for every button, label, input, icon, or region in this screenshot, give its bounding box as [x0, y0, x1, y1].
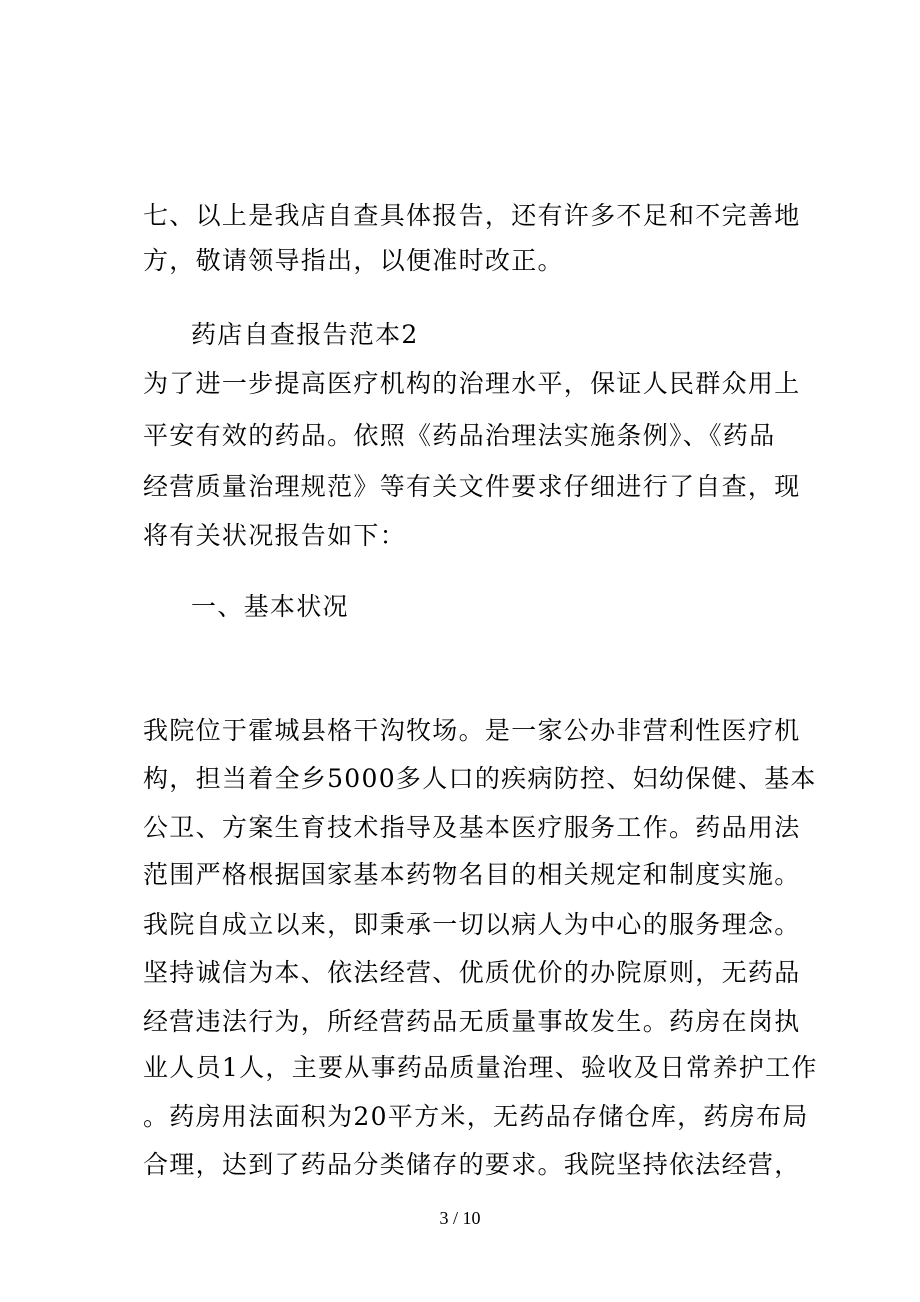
- intro-line-2: 平安有效的药品。依照《药品治理法实施条例》、《药品: [143, 421, 776, 450]
- intro-line-4: 将有关状况报告如下：: [143, 521, 407, 550]
- intro-line-3: 经营质量治理规范》等有关文件要求仔细进行了自查，现: [143, 472, 801, 501]
- section-1-line-10: 合理，达到了药品分类储存的要求。我院坚持依法经营，: [143, 1150, 801, 1179]
- section-1-line-4: 范围严格根据国家基本药物名目的相关规定和制度实施。: [143, 860, 801, 889]
- sample-title: 药店自查报告范本2: [191, 320, 419, 349]
- section-1-line-9: 。药房用法面积为20平方米，无药品存储仓库，药房布局: [143, 1102, 809, 1131]
- section-1-line-1: 我院位于霍城县格干沟牧场。是一家公办非营利性医疗机: [143, 716, 801, 745]
- paragraph-7-line-1: 七、以上是我店自查具体报告，还有许多不足和不完善地: [143, 201, 801, 230]
- section-1-line-5: 我院自成立以来，即秉承一切以病人为中心的服务理念。: [143, 910, 801, 939]
- section-1-line-8: 业人员1人，主要从事药品质量治理、验收及日常养护工作: [143, 1053, 818, 1082]
- section-1-line-7: 经营违法行为，所经营药品无质量事故发生。药房在岗执: [143, 1007, 801, 1036]
- section-1-line-2: 构，担当着全乡5000多人口的疾病防控、妇幼保健、基本: [143, 764, 817, 793]
- section-1-line-3: 公卫、方案生育技术指导及基本医疗服务工作。药品用法: [143, 813, 801, 842]
- paragraph-7-line-2: 方，敬请领导指出，以便准时改正。: [143, 246, 564, 275]
- section-1-heading: 一、基本状况: [191, 592, 349, 621]
- page-number: 3 / 10: [439, 1208, 481, 1228]
- section-1-line-6: 坚持诚信为本、依法经营、优质优价的办院原则，无药品: [143, 958, 801, 987]
- intro-line-1: 为了进一步提高医疗机构的治理水平，保证人民群众用上: [143, 369, 801, 398]
